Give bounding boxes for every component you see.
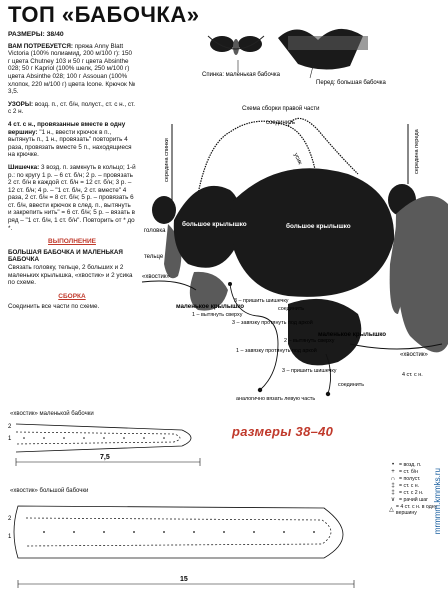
connect-mid-label: соединить	[278, 306, 305, 312]
body-left-label: тельце	[144, 254, 164, 260]
patterns-heading: УЗОРЫ:	[8, 100, 34, 108]
small-wing-left-label: маленькое крылышко	[176, 303, 245, 310]
legend-row: ‡ = ст. с н.	[391, 483, 420, 489]
small-wing-right-label: маленькое крылышко	[318, 331, 387, 338]
tail-left-label: «хвостик»	[142, 274, 170, 280]
back-label: Спинка: маленькая бабочка	[202, 72, 280, 78]
section-heading-assembly: СБОРКА	[58, 292, 86, 300]
head-left-label: головка	[144, 228, 166, 234]
assembly-diagram	[138, 14, 448, 404]
tail-big-label: «хвостик» большой бабочки	[10, 488, 89, 494]
front-mid-label: середина переда	[414, 129, 420, 174]
page-title: ТОП «БАБОЧКА»	[8, 2, 200, 27]
tail-small-label: «хвостик» маленькой бабочки	[10, 411, 94, 417]
side-url-watermark: mrmmm.kmmks.ru	[433, 468, 442, 535]
shell-block	[8, 164, 136, 232]
stitch-note-text: "1 н., ввести крючок в п., вытянуть п., 1 н., провязать" повторить 4 раза, провязать вместе 5 п., находящиеся на крючке.	[8, 128, 132, 159]
tail-small-row1: 1	[8, 436, 12, 442]
stitch-note-block	[8, 121, 136, 159]
legend-row: ∩ = полуст.	[390, 476, 421, 482]
legend-row: ∨ = рачий шаг	[390, 497, 429, 503]
assembly-text: Соединить все части по схеме.	[8, 303, 100, 311]
legend-row: △ = 4 ст. с н. в одну вершину	[389, 504, 438, 516]
legend-row: ‡ = ст. с 2 н.	[391, 490, 424, 496]
stretch2-label: 2 – вытянуть сверху	[284, 338, 335, 344]
patterns-text: возд. п., ст. б/н, полуст., ст. с н., ст. с 2 н.	[8, 100, 135, 116]
materials-text: пряжа Anny Blatt Victoria (100% полиамид, 200 м/100 г): 150 г цвета Chutney 103 и 50 г цвета Absinthe 028; 50 г Kapriol (100% шелк, 250 м/100 г) цвета Absinthe 028; 100 г Assouan (100% хлопок, 220 м/100 г) цвета Icone. Крючок № 3,5.	[8, 42, 136, 96]
tail-big-measure: 15	[180, 576, 188, 583]
front-label: Перед: большая бабочка	[316, 80, 386, 86]
shell-heading: Шишечка:	[8, 163, 40, 171]
instructions-column	[8, 31, 136, 311]
patterns-block	[8, 101, 136, 116]
materials-heading: ВАМ ПОТРЕБУЕТСЯ:	[8, 42, 73, 50]
big-wing-center	[230, 168, 394, 297]
big-wing-left-label: большое крылышко	[182, 221, 247, 228]
scheme-caption: Схема сборки правой части	[242, 106, 320, 112]
stretch1-label: 1 – вытянуть сверху	[192, 312, 243, 318]
right-side-wing	[396, 196, 448, 352]
legend-row: + = ст. б/н	[391, 469, 419, 475]
shell-text: 3 возд. п. замкнуть в кольцо; 1-й р.: по кругу 1 р. – 6 ст. б/н; 2 р. – провязать 2 ст. б/н в каждой ст. б/н = 12 ст. б/н; 3 р. – 12 ст. б/н; 4 р. – "1 ст. б/н, 2 ст. вместе" 4 раза, 2 ст. б/н = 8 ст. б/н; 5 р. – провязать 6 ст. б/н, ввести крючок в след. п., вытянуть и закрепить нить" = 6 ст. б/н; 5 р. – вязать в ряд – "1 ст. б/н, 1 ст. б/н". Повторить от * до *.	[8, 163, 136, 232]
big-wing-center-label: большое крылышко	[286, 223, 351, 230]
sew1-label: 3 – пришить шишечку	[234, 298, 289, 304]
tie2-label: 1 – завязку протянуть под аркой	[236, 348, 317, 354]
tail-small-row2: 2	[8, 424, 12, 430]
sizes-line: РАЗМЕРЫ: 38/40	[8, 31, 64, 38]
tail-small-measure: 7,5	[100, 454, 110, 461]
tail-big-row1: 1	[8, 534, 12, 540]
head-left	[152, 196, 176, 224]
sizes-heading: размеры 38–40	[232, 424, 334, 439]
tail-big-row2: 2	[8, 516, 12, 522]
tail-right-label: «хвостик»	[400, 352, 428, 358]
section-sub-heading: БОЛЬШАЯ БАБОЧКА И МАЛЕНЬКАЯ БАБОЧКА	[8, 248, 123, 264]
analog-label: аналогично вязать левую часть	[236, 396, 316, 402]
tail-big-chart	[4, 496, 370, 596]
sew2-label: 3 – пришить шишечку	[282, 368, 337, 374]
materials-block	[8, 43, 136, 96]
tie1-label: 3 – завязку протянуть под аркой	[232, 320, 313, 326]
back-butterfly-icon	[208, 36, 264, 55]
front-butterfly-icon	[278, 29, 368, 70]
connect-top-label: соединить	[266, 120, 296, 126]
spine-label: середина спинки	[164, 138, 170, 182]
tail-small-chart	[4, 418, 210, 476]
connect-bot-label: соединить	[338, 382, 365, 388]
usik-label: усик	[292, 152, 303, 166]
section-heading-execution: ВЫПОЛНЕНИЕ	[48, 238, 96, 246]
four-st-label: 4 ст. с н.	[402, 372, 423, 378]
section-text: Связать головку, тельце, 2 больших и 2 маленьких крылышка, «хвостик» и 2 усика по схеме.	[8, 264, 133, 287]
stitch-note-heading: 4 ст. с н., провязанные вместе в одну вершину:	[8, 120, 126, 136]
legend-row: • = возд. п.	[391, 462, 422, 468]
